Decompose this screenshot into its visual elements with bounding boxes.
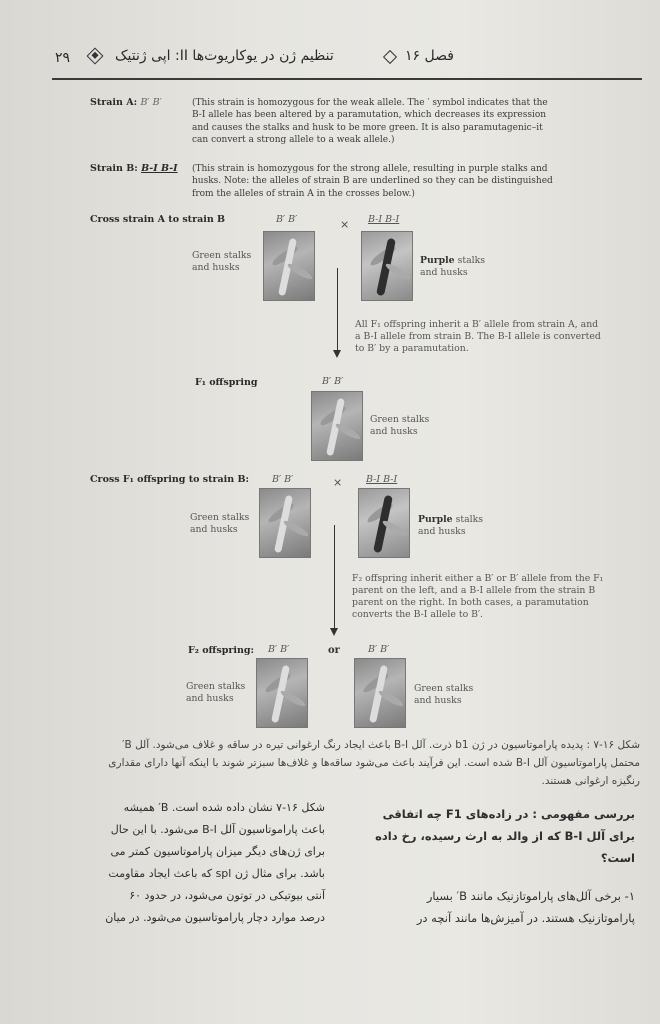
corn-purple-photo [358,488,410,558]
cross1-label: Cross strain A to strain B [90,214,226,225]
corn-green-photo [263,231,315,301]
f1-genotype: B′ B′ [322,376,344,387]
strain-a-description: (This strain is homozygous for the weak allele. The ′ symbol indicates that the B-I allele has been altered by a paramutation, which decreases its expression and causes the stalks and husk to be more green. It is also paramutagenic–it can convert a strong allele to a weak allele.) [192,98,548,146]
cross2-times: × [333,476,343,489]
concept-check: بررسی مفهومی : در زاده‌های F1 چه اتفاقی برای آلل B-I که از والد به ارث رسیده، رخ داده است؟ ۱- برخی آلل‌های پاراموتازنیک مانند B′ بسیار پاراموتازنیک هستند. در آمیزش‌ها مانند آنچه در [375,807,635,925]
cross1-times: × [340,218,350,231]
corn-green-photo [354,658,406,728]
corn-purple-photo [361,231,413,301]
figure-caption: شکل ۱۶-۷ : پدیده پاراموتاسیون در ژن b1 ذرت. آلل B-I باعث ایجاد رنگ ارغوانی تیره در ساقه و غلاف می‌شود. آلل B′ محتمل پاراموتاسیون آلل B-I شده است. این فرآیند باعث می‌شود ساقه‌ها و غلاف‌ها سبزتر شوند با اینکه آنها دارای مقداری رنگیزه ارغوانی هستند. [108,739,640,787]
cross1-arrow [337,268,338,352]
strain-b-label: Strain B: B-I B-I [90,163,178,174]
corn-green-photo [311,391,363,461]
page-header [55,44,640,74]
diamond-outline-icon [383,50,397,64]
f2-left-genotype: B′ B′ [268,644,290,655]
f2-label: F₂ offspring: [188,645,255,656]
f2-or: or [328,645,340,656]
corn-green-photo [259,488,311,558]
strain-a-label: Strain A: B′ B′ [90,97,162,108]
chapter-number: فصل ۱۶ [405,48,454,64]
cross1-right-caption: Purple stalks and husks [420,255,485,278]
page-number: ۲۹ [55,50,71,66]
cross1-left-genotype: B′ B′ [276,214,298,225]
strain-b-description: (This strain is homozygous for the strong allele, resulting in purple stalks and husks. Note: the alleles of strain B are underlined so they can be distinguished from the alleles of strain A in the crosses below.) [192,164,553,199]
diamond-filled-icon [87,48,104,65]
cross2-label: Cross F₁ offspring to strain B: [90,474,250,485]
chapter-title: تنظیم ژن در یوکاریوت‌ها II: اپی ژنتیک [115,48,334,64]
cross2-right-genotype: B-I B-I [366,474,398,485]
f1-caption: Green stalks and husks [370,414,430,437]
cross1-arrow-note: All F₁ offspring inherit a B′ allele from strain A, and a B-I allele from strain B. The B-I allele is converted to B′ by a paramutation. [355,319,601,354]
corn-green-photo [256,658,308,728]
header-rule [52,78,642,80]
f2-left-caption: Green stalks and husks [186,681,246,704]
cross1-right-genotype: B-I B-I [368,214,400,225]
cross2-right-caption: Purple stalks and husks [418,514,483,537]
f2-right-caption: Green stalks and husks [414,683,474,706]
f2-right-genotype: B′ B′ [368,644,390,655]
f1-label: F₁ offspring [195,377,258,388]
cross2-arrow-note: F₂ offspring inherit either a B′ or B′ allele from the F₁ parent on the left, and a B-I allele from the strain B parent on the right. In both cases, a paramutation converts the B-I allele to B′. [352,573,604,620]
cross2-left-genotype: B′ B′ [272,474,294,485]
cross2-arrow [334,525,335,630]
cross1-left-caption: Green stalks and husks [192,250,252,273]
cross2-left-caption: Green stalks and husks [190,512,250,535]
left-column-text: شکل ۱۶-۷ نشان داده شده است. B′ همیشه باعث پاراموتاسیون آلل B-I می‌شود. با این حال برای ژن‌های دیگر میزان پاراموتاسیون کمتر می‌ باشد. برای مثال ژن spl که باعث ایجاد مقاومت آنتی بیوتیکی در توتون می‌شود، در حدود ۶۰ درصد موارد دچار پاراموتاسیون می‌شود. در میان [105,801,325,924]
